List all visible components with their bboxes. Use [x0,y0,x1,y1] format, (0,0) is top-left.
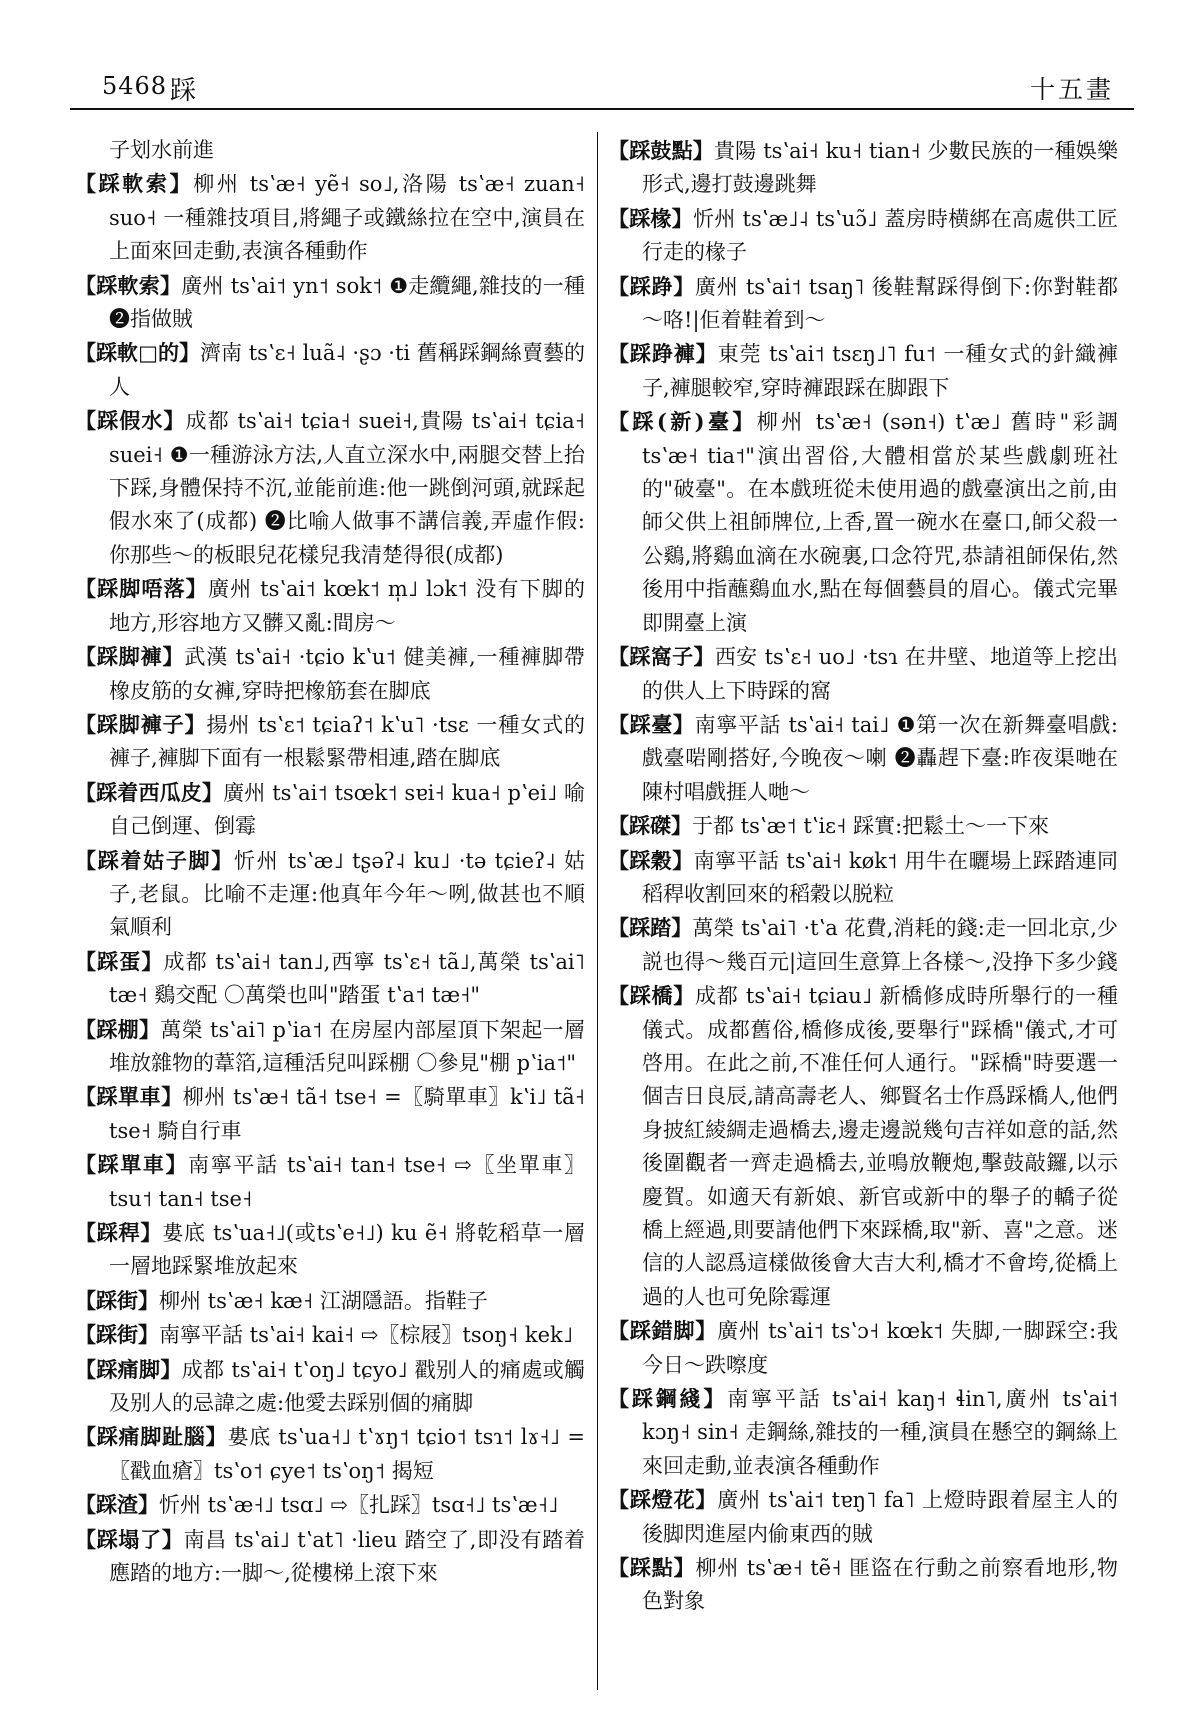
entry-definition: 萬榮 tsʽai˥ ·tʽa 花費,消耗的錢:走一回北京,少説也得～幾百元|這回生意算上各樣～,没挣下多少錢 [642,916,1119,974]
entry-definition: 廣州 tsʽai˦ tsʽɔ˧ kœk˦ 失脚,一脚踩空:我今日～跌嚓度 [642,1319,1119,1377]
entry-definition: 成都 tsʽai˧ tʽoŋ˩ tɕyo˩ 戳别人的痛處或觸及别人的忌諱之處:他愛去踩别個的痛脚 [109,1357,586,1416]
entry-definition: 柳州 tsʽæ˧ kæ˧ 江湖隱語。指鞋子 [159,1288,488,1313]
dictionary-entry [608,1314,1118,1382]
entry-headword: 【踩點】 [608,1555,696,1581]
entry-definition: 濟南 tsʽɛ˧ luã˨ ·ʂɔ ·ti 舊稱踩鋼絲賣藝的人 [109,341,586,399]
dictionary-entry [75,945,585,1013]
page-number: 5468 [102,72,168,100]
entry-headword: 【踩塌了】 [75,1526,184,1552]
entry-headword: 【踩鋼綫】 [608,1386,728,1412]
dictionary-entry [75,844,585,945]
dictionary-entry [608,979,1118,1314]
dictionary-entry [75,167,585,268]
entry-headword: 【踩踭褲】 [608,341,718,367]
entry-definition: 揚州 tsʽɛ˦ tɕiaʔ˦ kʽu˥ ·tsɛ 一種女式的褲子,褲脚下面有一根鬆緊帶相連,踏在脚底 [109,712,586,771]
dictionary-entry [608,202,1118,270]
dictionary-entry [608,1382,1118,1483]
dictionary-entry [75,1013,585,1081]
entry-headword: 【踩(新)臺】 [608,409,757,435]
dictionary-entry [608,405,1118,640]
entry-definition: 忻州 tsʽæ˧˩ tsɑ˩ ⇨〖扎踩〗tsɑ˧˩ tsʽæ˧˩ [159,1493,559,1518]
continuation-text: 子划水前進 [109,138,214,162]
dictionary-entry [75,1523,585,1591]
entry-definition: 成都 tsʽai˧ tɕia˧ suei˧,貴陽 tsʽai˧ tɕia˧ suei˧ ❶一種游泳方法,人直立深水中,兩腿交替上抬下踩,身體保持不沉,並能前進:他一跳倒河頭,就踩起假水來了(成都) ❷比喻人做事不講信義,弄虛作假:你那些～的板眼兒花樣兒我清楚得很(成都) [109,409,585,567]
dictionary-entry [608,809,1118,843]
entry-definition: 廣州 tsʽai˦ tɐŋ˥ fa˥ 上燈時跟着屋主人的後脚閃進屋内偷東西的賊 [642,1488,1118,1546]
entry-definition: 西安 tsʽɛ˧ uo˩ ·tsɿ 在井壁、地道等上挖出的供人上下時踩的窩 [642,645,1118,703]
entry-headword: 【踩棚】 [75,1016,161,1042]
entry-definition: 武漢 tsʽai˧ ·tɕio kʽu˦ 健美褲,一種褲脚帶橡皮筋的女褲,穿時把橡筋套在脚底 [109,645,585,703]
entry-headword: 【踩軟索】 [75,171,194,197]
dictionary-entry [75,1080,585,1148]
entry-definition: 婁底 tsʽua˧˩(或tsʽe˧˩) ku ẽ˧ 將乾稻草一層一層地踩緊堆放起來 [109,1221,585,1279]
entry-definition: 南寧平話 tsʽai˧ tai˩ ❶第一次在新舞臺唱戲:戲臺啱剛搭好,今晚夜～喇 ❷轟趕下臺:昨夜渠哋在陳村唱戲捱人哋～ [642,712,1119,804]
entry-headword: 【踩燈花】 [608,1487,718,1513]
entry-definition: 婁底 tsʽua˧˩ tʽɤŋ˦ tɕio˦ tsɿ˦ lɤ˧˩ =〖戳血瘡〗tsʽo˦ ɕye˦ tsʽoŋ˦ 揭短 [109,1425,586,1483]
entry-definition: 廣州 tsʽai˦ yn˦ sok˦ ❶走纜繩,雜技的一種 ❷指做賊 [109,273,585,332]
entry-definition: 柳州 tsʽæ˧ tã˧ tse˧ =〖騎單車〗kʽi˩ tã˧ tse˧ 騎自行車 [109,1085,586,1143]
entry-headword: 【踩軟索】 [75,272,182,298]
entry-definition: 忻州 tsʽæ˩˨ tsʽuɔ̃˩ 蓋房時横綁在高處供工匠行走的椽子 [642,206,1119,265]
dictionary-entry [608,270,1118,338]
entry-headword: 【踩稈】 [75,1220,163,1245]
entry-definition: 南昌 tsʽai˩ tʽat˥ ·lieu 踏空了,即没有踏着應踏的地方:一脚～,從樓梯上滾下來 [109,1527,585,1586]
dictionary-entry [608,844,1118,912]
entry-definition: 柳州 tsʽæ˧ tẽ˧ 匪盜在行動之前察看地形,物色對象 [642,1556,1118,1614]
entry-headword: 【踩脚褲】 [75,644,185,670]
entry-definition: 廣州 tsʽai˦ tsaŋ˥ 後鞋幫踩得倒下:你對鞋都～咯!|佢着鞋着到～ [642,274,1119,333]
entry-headword: 【踩痛脚】 [75,1356,182,1382]
dictionary-entry [608,337,1118,405]
entry-headword: 【踩鼓點】 [608,138,714,163]
dictionary-entry [75,336,585,404]
dictionary-entry [75,708,585,776]
entry-headword: 【踩脚唔落】 [75,576,208,602]
entry-headword: 【踩橋】 [608,983,695,1009]
entry-headword: 【踩踏】 [608,915,693,941]
entry-headword: 【踩蛋】 [75,948,164,974]
entry-definition: 成都 tsʽai˧ tan˩,西寧 tsʽɛ˧ tã˩,萬榮 tsʽai˥ tæ˧ 鷄交配 〇萬榮也叫"踏蛋 tʽa˦ tæ˧" [109,949,586,1008]
entry-headword: 【踩臺】 [608,711,695,737]
dictionary-entry [608,1551,1118,1619]
entry-definition: 廣州 tsʽai˦ tsœk˦ sɐi˧ kua˧ pʽei˩ 喻自己倒運、倒霉 [109,780,586,839]
header-headword: 踩 [170,76,197,106]
dictionary-entry [608,708,1118,809]
dictionary-entry [75,1353,585,1421]
entry-headword: 【踩磔】 [608,813,692,839]
dictionary-entry [608,1483,1118,1551]
entry-definition: 貴陽 tsʽai˧ ku˧ tian˧ 少數民族的一種娛樂形式,邊打鼓邊跳舞 [642,139,1118,197]
dictionary-entry [75,404,585,572]
dictionary-entry [75,1488,585,1522]
entry-headword: 【踩脚褲子】 [75,711,207,737]
entry-definition: 柳州 tsʽæ˧ yẽ˧ so˩,洛陽 tsʽæ˧ zuan˧ suo˧ 一種雜技項目,將繩子或鐵絲拉在空中,演員在上面來回走動,表演各種動作 [109,172,585,264]
entry-headword: 【踩街】 [75,1322,159,1348]
entry-definition: 南寧平話 tsʽai˧ tan˧ tse˧ ⇨〖坐單車〗tsu˦ tan˧ tse˧ [109,1153,586,1211]
entry-headword: 【踩着西瓜皮】 [75,779,224,805]
running-header [70,68,1134,110]
dictionary-entry [75,1284,585,1318]
dictionary-entry [75,1420,585,1488]
entry-headword: 【踩假水】 [75,408,186,434]
dictionary-entry [75,1318,585,1352]
entry-headword: 【踩渣】 [75,1492,159,1518]
stroke-section: 十五畫 [1029,75,1114,104]
entry-headword: 【踩單車】 [75,1152,189,1178]
dictionary-entry [75,572,585,640]
dictionary-entry [608,134,1118,202]
entry-definition: 南寧平話 tsʽai˧ kai˧ ⇨〖棕屐〗tsoŋ˧ kek˩ [159,1323,574,1348]
dictionary-entry [608,911,1118,979]
entry-definition: 東莞 tsʽai˦ tsɛŋ˩˥ fu˦ 一種女式的針織褲子,褲腿較窄,穿時褲跟踩在脚跟下 [642,342,1119,400]
entry-definition: 廣州 tsʽai˦ kœk˦ m̩˩ lɔk˦ 没有下脚的地方,形容地方又髒又亂:間房～ [109,577,585,635]
entry-headword: 【踩軟□的】 [75,340,200,366]
entry-definition: 于都 tsʽæ˦ tʽiɛ˧ 踩實:把鬆土～一下來 [692,814,1050,839]
entry-headword: 【踩單車】 [75,1084,183,1110]
entry-definition: 南寧平話 tsʽai˧ køk˦ 用牛在曬場上踩踏連同稻稈收割回來的稻穀以脱粒 [642,848,1118,906]
entry-headword: 【踩穀】 [608,847,694,873]
entry-definition: 忻州 tsʽæ˩ tʂəʔ˨ ku˩ ·tə tɕieʔ˨ 姑子,老鼠。比喻不走運:他真年今年～咧,做甚也不順氣順利 [109,848,586,940]
entry-headword: 【踩椽】 [608,205,694,231]
entry-headword: 【踩痛脚趾腦】 [75,1424,228,1450]
entry-headword: 【踩錯脚】 [608,1318,718,1344]
entry-definition: 萬榮 tsʽai˥ pʽia˦ 在房屋内部屋頂下架起一層堆放雜物的葦箔,這種活兒叫踩棚 〇參見"棚 pʽia˦" [109,1017,585,1075]
dictionary-entry [608,640,1118,708]
column-divider [597,132,598,1690]
entry-headword: 【踩街】 [75,1287,159,1313]
entry-headword: 【踩窩子】 [608,644,715,670]
right-column [608,134,1118,1619]
dictionary-entry [75,776,585,844]
dictionary-entry [75,269,585,337]
entry-headword: 【踩着姑子脚】 [75,847,234,873]
entry-headword: 【踩踭】 [608,273,695,299]
dictionary-entry [75,640,585,708]
entry-definition: 柳州 tsʽæ˧ (sən˧) tʽæ˩ 舊時"彩調 tsʽæ˧ tia˦"演出習俗,大體相當於某些戲劇班社的"破臺"。在本戲班從未使用過的戲臺演出之前,由師父供上祖師牌位,上香,置一碗水在臺口,師父殺一公鷄,將鷄血滴在水碗裏,口念符咒,恭請祖師保佑,然後用中指蘸鷄血水,點在每個藝員的眉心。儀式完畢即開臺上演 [642,410,1118,635]
entry-definition: 成都 tsʽai˧ tɕiau˩ 新橋修成時所舉行的一種儀式。成都舊俗,橋修成後,要舉行"踩橋"儀式,才可啓用。在此之前,不准任何人通行。"踩橋"時要選一個吉日良辰,請高壽老人、鄉賢名士作爲踩橋人,他們身披紅綾綢走過橋去,邊走邊説幾句吉祥如意的話,然後圍觀者一齊走過橋去,並鳴放鞭炮,擊鼓敲鑼,以示慶賀。如適天有新娘、新官或新中的舉子的轎子從橋上經過,則要請他們下來踩橋,取"新、喜"之意。迷信的人認爲這樣做後會大吉大利,橋才不會垮,從橋上過的人也可免除霉運 [642,984,1118,1309]
dictionary-entry [75,1148,585,1216]
dictionary-entry [75,1216,585,1284]
entry-definition: 南寧平話 tsʽai˧ kaŋ˧ ɬin˥,廣州 tsʽai˦ kɔŋ˧ sin˧ 走鋼絲,雜技的一種,演員在懸空的鋼絲上來回走動,並表演各種動作 [642,1387,1118,1478]
left-column [75,134,585,1590]
